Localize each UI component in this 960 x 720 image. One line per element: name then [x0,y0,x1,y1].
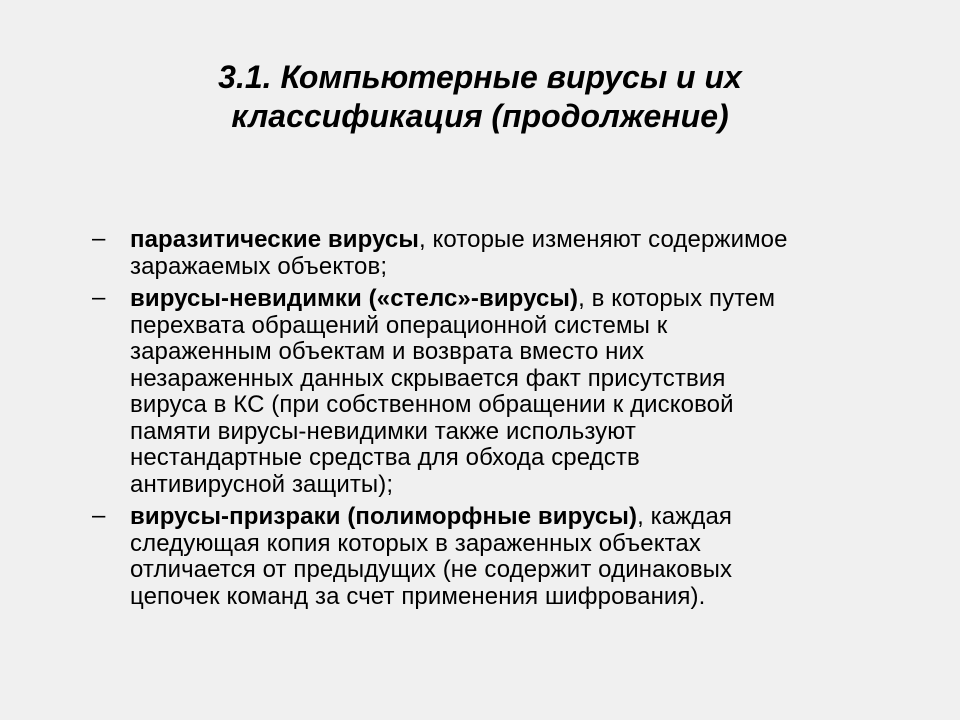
slide-title-line: 3.1. Компьютерные вирусы и их [218,59,742,95]
list-item-line: незараженных данных скрывается факт присутствия [130,364,726,392]
list-item-term: вирусы-невидимки («стелс»-вирусы) [130,285,579,312]
list-item-line: цепочек команд за счет применения шифрования). [130,582,706,610]
list-item-stealth-viruses [92,286,932,498]
list-item-parasitic-viruses [92,227,932,280]
list-item-line: антивирусной защиты); [130,470,394,498]
list-item-text: , каждая [637,503,732,530]
list-item-line [130,504,932,531]
list-item-line: вируса в КС (при собственном обращении к дисковой [130,391,734,418]
list-item-line [130,286,932,313]
list-item-line [130,227,932,254]
list-item-term: вирусы-призраки (полиморфные вирусы) [130,503,638,530]
bullet-marker: – [92,284,106,311]
list-item-line: зараженным объектам и возврата вместо них [130,338,645,365]
list-item-text: , которые изменяют содержимое [418,226,788,253]
list-item-line: перехвата обращений операционной системы к [130,311,668,339]
bullet-marker: – [92,225,106,252]
bullet-marker: – [92,502,106,529]
list-item-line: отличается от предыдущих (не содержит одинаковых [130,556,733,583]
list-item-term: паразитические вирусы [130,226,419,253]
slide-title [150,58,810,136]
list-item-line: следующая копия которых в зараженных объектах [130,529,701,557]
list-item-line: памяти вирусы-невидимки также используют [130,417,636,445]
list-item-line: нестандартные средства для обхода средств [130,444,640,471]
slide-title-line: классификация (продолжение) [231,98,729,134]
bullet-list [92,227,932,616]
list-item-line: заражаемых объектов; [130,252,388,280]
list-item-polymorphic-viruses [92,504,932,610]
list-item-text: , в которых путем [578,285,776,312]
